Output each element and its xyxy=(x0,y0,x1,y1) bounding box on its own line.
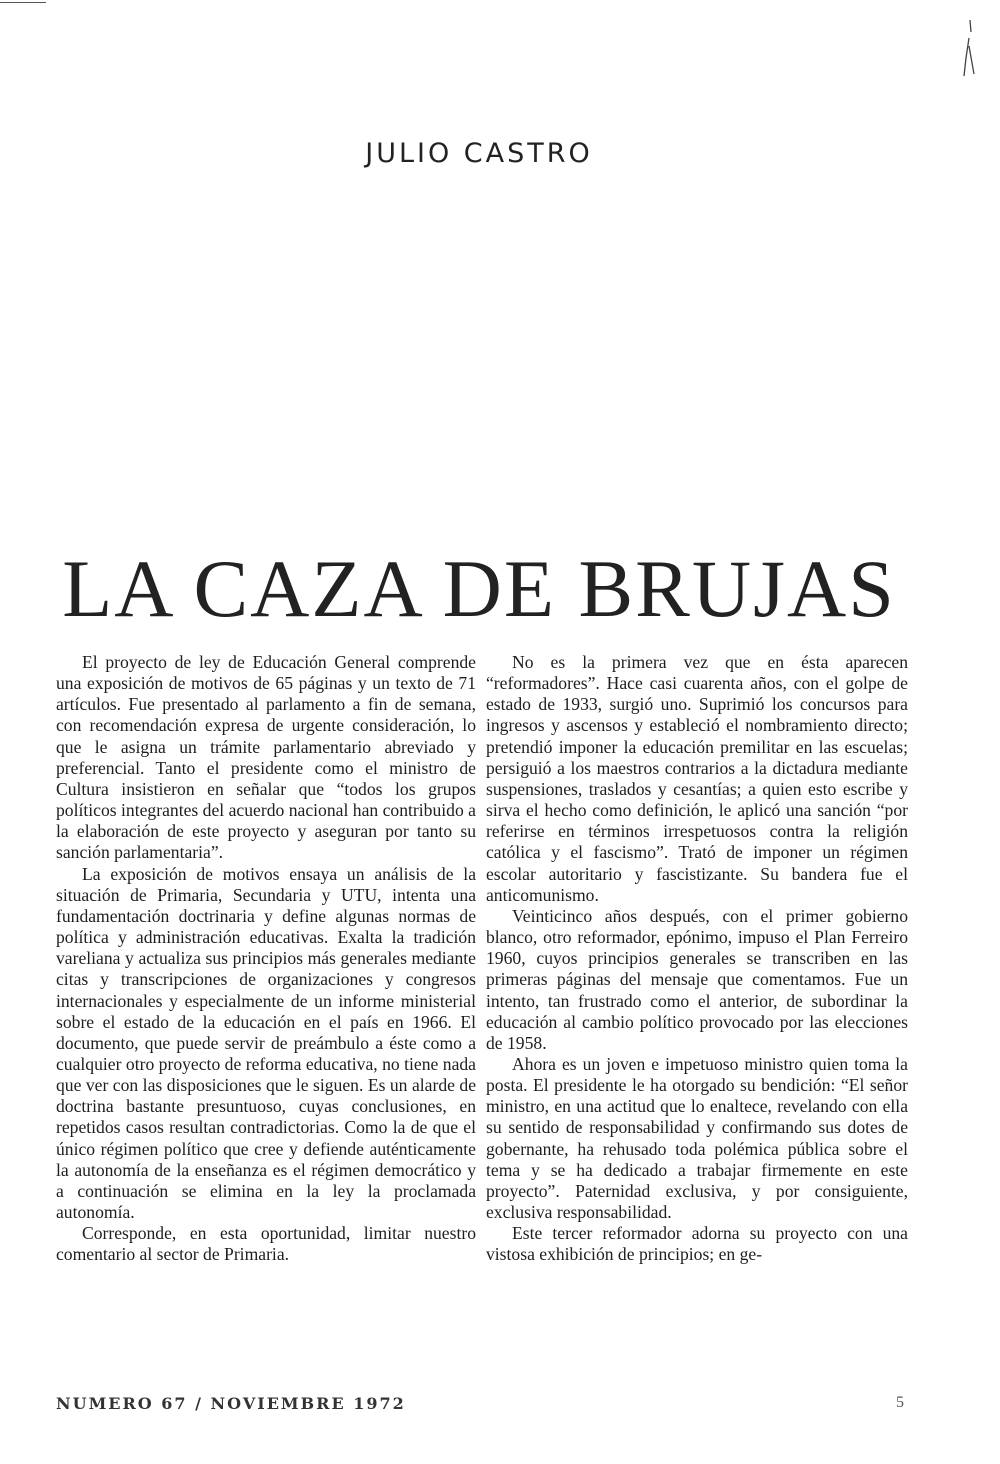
article-title: LA CAZA DE BRUJAS xyxy=(62,543,896,634)
issue-footer: NUMERO 67 / NOVIEMBRE 1972 xyxy=(56,1394,406,1413)
paragraph: Veinticinco años después, con el primer gobierno blanco, otro reformador, epónimo, impuso el Plan Ferreiro 1960, cuyos principios generales se transcriben en las primeras páginas del mensaje que comentamos. Fue un intento, tan frustrado como el anterior, de subordinar la educación al cambio político provocado por las elecciones de 1958. xyxy=(486,905,908,1053)
paragraph: Este tercer reformador adorna su proyecto con una vistosa exhibición de principios; en ge- xyxy=(486,1223,908,1265)
paragraph: La exposición de motivos ensaya un análisis de la situación de Primaria, Secundaria y UTU, intenta una fundamentación doctrinaria y define algunas normas de política y administración educativas. Exalta la tradición vareliana y actualiza sus principios más generales mediante citas y transcripciones de organizaciones y congresos internacionales y especialmente de un informe ministerial sobre el estado de la educación en el país en 1966. El documento, que puede servir de preámbulo a éste como a cualquier otro proyecto de reforma educativa, no tiene nada que ver con las disposiciones que le siguen. Es un alarde de doctrina bastante presuntuoso, cuyas conclusiones, en repetidos casos resultan contradictorias. Como la de que el único régimen político que cree y defiende auténticamente la autonomía de la enseñanza es el régimen democrático y a continuación se elimina en la ley la proclamada autonomía. xyxy=(56,863,476,1223)
left-column xyxy=(56,652,476,1266)
scan-mark-icon xyxy=(960,18,978,78)
scan-edge-line xyxy=(0,2,46,3)
paragraph: No es la primera vez que en ésta aparecen “reformadores”. Hace casi cuarenta años, con el golpe de estado de 1933, surgió uno. Suprimió los concursos para ingresos y ascensos y estableció el nombramiento directo; pretendió imponer la educación premilitar en las escuelas; persiguió a los maestros contrarios a la dictadura mediante suspensiones, traslados y cesantías; a quien esto escribe y sirva el hecho como definición, le aplicó una sanción “por referirse en términos irrespetuosos contra la religión católica y el fascismo”. Trató de imponer un régimen escolar autoritario y fascistizante. Su bandera fue el anticomunismo. xyxy=(486,652,908,905)
author-name: JULIO CASTRO xyxy=(365,138,593,169)
paragraph: Ahora es un joven e impetuoso ministro quien toma la posta. El presidente le ha otorgado su bendición: “El señor ministro, en una actitud que lo enaltece, revelando con ella su sentido de responsabilidad y confirmando sus dotes de gobernante, ha rehusado toda polémica pública sobre el tema y se ha dedicado a trabajar firmemente en este proyecto”. Paternidad exclusiva, y por consiguiente, exclusiva responsabilidad. xyxy=(486,1053,908,1223)
page-number: 5 xyxy=(896,1394,904,1411)
right-column xyxy=(486,652,908,1266)
paragraph: Corresponde, en esta oportunidad, limitar nuestro comentario al sector de Primaria. xyxy=(56,1223,476,1265)
paragraph: El proyecto de ley de Educación General comprende una exposición de motivos de 65 páginas y un texto de 71 artículos. Fue presentado al parlamento a fin de semana, con recomendación expresa de urgente consideración, lo que le asigna un trámite parlamentario abreviado y preferencial. Tanto el presidente como el ministro de Cultura insistieron en señalar que “todos los grupos políticos integrantes del acuerdo nacional han contribuido a la elaboración de este proyecto y aseguran por tanto su sanción parlamentaria”. xyxy=(56,652,476,863)
